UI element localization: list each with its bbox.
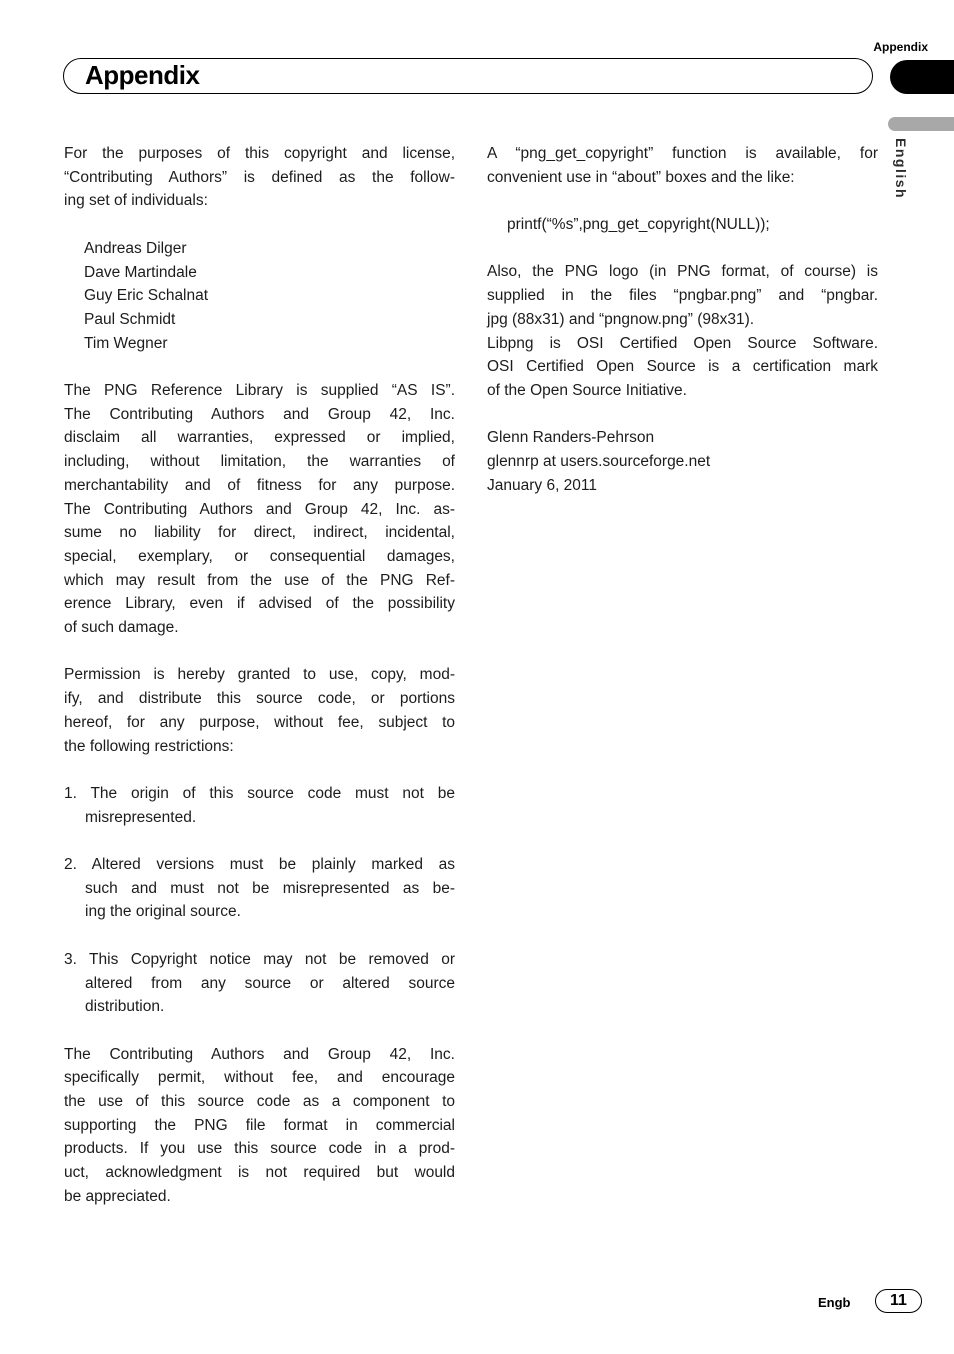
text-line: For the purposes of this copyright and license, [64, 145, 455, 162]
text-line: glennrp at users.sourceforge.net [487, 453, 711, 471]
restriction-2 [64, 853, 455, 924]
text-line: Paul Schmidt [84, 310, 176, 328]
text-line: A “png_get_copyright” function is available, for [487, 145, 878, 162]
text-line: including, without limitation, the warranties of [64, 453, 455, 471]
text-line: The Contributing Authors and Group 42, Inc. [64, 405, 455, 423]
text-line: distribution. [85, 998, 165, 1016]
text-line: products. If you use this source code in a prod- [64, 1140, 455, 1158]
section-title-banner [63, 58, 873, 94]
text-line: Also, the PNG logo (in PNG format, of course) is [487, 263, 878, 281]
text-line: jpg (88x31) and “pngnow.png” (98x31). [487, 310, 755, 328]
text-line: altered from any source or altered source [85, 974, 455, 992]
restriction-3 [64, 948, 455, 1019]
text-line: be appreciated. [64, 1187, 171, 1205]
text-line: sume no liability for direct, indirect, incidental, [64, 524, 455, 542]
text-line: the use of this source code as a component to [64, 1093, 455, 1111]
language-tab-label: English [893, 138, 909, 200]
text-line: supporting the PNG file format in commercial [64, 1116, 455, 1134]
text-line: Tim Wegner [84, 334, 168, 352]
text-line: uct, acknowledgment is not required but would [64, 1164, 455, 1182]
text-line: OSI Certified Open Source is a certification mark [487, 358, 878, 376]
text-line: Glenn Randers-Pehrson [487, 429, 655, 447]
text-line: The Contributing Authors and Group 42, Inc. as- [64, 500, 455, 518]
text-line: merchantability and of fitness for any purpose. [64, 476, 455, 494]
author-signature [487, 426, 878, 497]
section-index-tab [890, 60, 954, 94]
left-text-column [64, 142, 455, 1209]
text-line: hereof, for any purpose, without fee, subject to [64, 713, 455, 731]
copyright-definition-paragraph [64, 142, 455, 213]
language-tab-bar [888, 117, 954, 131]
contributing-authors-list [64, 237, 455, 356]
text-line: January 6, 2011 [487, 476, 598, 494]
permission-paragraph [64, 663, 455, 758]
text-line: of such damage. [64, 619, 179, 637]
text-line: misrepresented. [85, 808, 197, 826]
text-line: Libpng is OSI Certified Open Source Software. [487, 334, 878, 352]
text-line: special, exemplary, or consequential damages, [64, 547, 455, 565]
restriction-1 [64, 782, 455, 829]
text-line: ing set of individuals: [64, 192, 208, 210]
text-line: ing the original source. [85, 903, 241, 921]
text-line: Permission is hereby granted to use, copy, mod- [64, 666, 455, 684]
text-line: erence Library, even if advised of the possibility [64, 595, 455, 613]
footer-region-code: Engb [818, 1295, 851, 1310]
text-line: The PNG Reference Library is supplied “AS IS”. [64, 382, 455, 399]
warranty-disclaimer-paragraph [64, 379, 455, 640]
text-line: which may result from the use of the PNG Ref- [64, 571, 455, 589]
text-line: convenient use in “about” boxes and the like: [487, 168, 795, 186]
text-line: 1. The origin of this source code must not be [64, 784, 455, 802]
text-line: “Contributing Authors” is defined as the follow- [64, 168, 455, 186]
right-text-column [487, 142, 878, 498]
text-line: of the Open Source Initiative. [487, 382, 687, 399]
text-line: printf(“%s”,png_get_copyright(NULL)); [507, 216, 770, 234]
text-line: Andreas Dilger [84, 239, 187, 257]
commercial-use-paragraph [64, 1043, 455, 1209]
text-line: such and must not be misrepresented as be- [85, 879, 455, 897]
text-line: the following restrictions: [64, 737, 234, 755]
text-line: specifically permit, without fee, and encourage [64, 1069, 455, 1087]
running-head-appendix: Appendix [873, 40, 928, 54]
page-number-badge: 11 [875, 1289, 922, 1313]
printf-code-line [487, 213, 878, 237]
png-logo-paragraph [487, 260, 878, 402]
text-line: supplied in the files “pngbar.png” and “pngbar. [487, 287, 878, 305]
text-line: disclaim all warranties, expressed or implied, [64, 429, 455, 447]
text-line: 3. This Copyright notice may not be removed or [64, 950, 455, 968]
text-line: Guy Eric Schalnat [84, 287, 209, 305]
text-line: The Contributing Authors and Group 42, Inc. [64, 1045, 455, 1063]
text-line: ify, and distribute this source code, or portions [64, 690, 455, 708]
png-get-copyright-paragraph [487, 142, 878, 189]
page-title: Appendix [85, 60, 200, 90]
text-line: 2. Altered versions must be plainly marked as [64, 856, 455, 874]
text-line: Dave Martindale [84, 263, 197, 281]
